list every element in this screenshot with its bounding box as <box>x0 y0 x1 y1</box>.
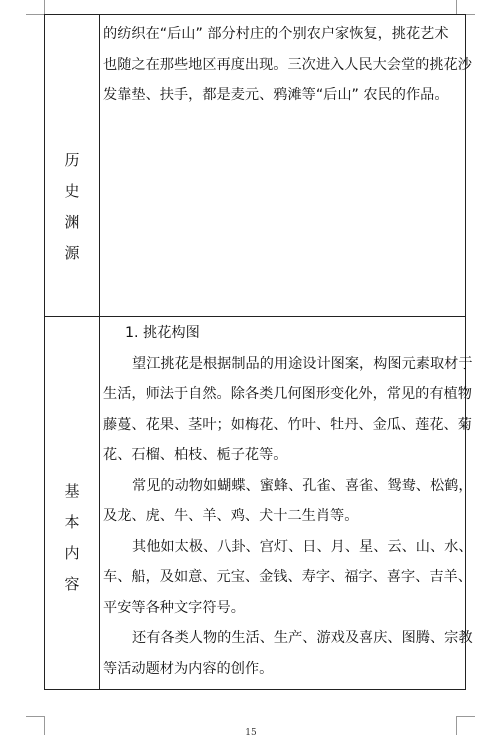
history-line: 的纺织在“后山” 部分村庄的个别农户家恢复，挑花艺术 <box>103 26 449 42</box>
history-label-char: 渊 <box>64 213 80 231</box>
content-line: 其他如太极、八卦、宫灯、日、月、星、云、山、水、 <box>132 538 473 555</box>
row-divider <box>45 316 465 317</box>
content-line: 车、船，及如意、元宝、金钱、寿字、福字、喜字、吉羊、 <box>103 569 472 585</box>
content-line: 及龙、虎、牛、羊、鸡、犬十二生肖等。 <box>103 508 359 524</box>
history-row-label <box>45 145 99 269</box>
content-line: 还有各类人物的生活、生产、游戏及喜庆、图腾、宗教 <box>132 630 473 646</box>
history-line: 也随之在那些地区再度出现。三次进入人民大会堂的挑花沙 <box>103 56 472 73</box>
section-heading: 1. 挑花构图 <box>125 325 200 341</box>
crop-mark-top-left <box>26 0 45 15</box>
content-label-char: 容 <box>64 575 80 593</box>
history-line: 发靠垫、扶手，都是麦元、鸦滩等“后山” 农民的作品。 <box>103 87 449 103</box>
content-line: 藤蔓、花果、茎叶；如梅花、竹叶、牡丹、金瓜、莲花、菊 <box>103 416 472 433</box>
content-line: 花、石榴、柏枝、栀子花等。 <box>103 447 288 463</box>
history-cell <box>103 19 472 111</box>
content-label-char: 本 <box>64 513 80 531</box>
content-line: 平安等各种文字符号。 <box>103 599 245 616</box>
content-line: 常见的动物如蝴蝶、蜜蜂、孔雀、喜雀、鸳鸯、松鹤， <box>132 477 473 494</box>
content-line: 望江挑花是根据制品的用途设计图案，构图元素取材于 <box>132 355 473 372</box>
content-row-label <box>45 476 99 600</box>
content-cell <box>103 318 473 684</box>
content-label-char: 内 <box>64 544 80 562</box>
history-label-char: 历 <box>64 151 80 169</box>
document-table <box>44 14 473 690</box>
crop-mark-top-right <box>456 0 475 15</box>
content-line: 生活，师法于自然。除各类几何图形变化外，常见的有植物 <box>103 386 472 402</box>
column-divider <box>99 15 100 689</box>
content-label-char: 基 <box>64 482 80 500</box>
history-label-char: 史 <box>64 182 80 200</box>
content-line: 等活动题材为内容的创作。 <box>103 660 274 677</box>
history-label-char: 源 <box>64 244 80 262</box>
page-number: 15 <box>245 728 257 738</box>
